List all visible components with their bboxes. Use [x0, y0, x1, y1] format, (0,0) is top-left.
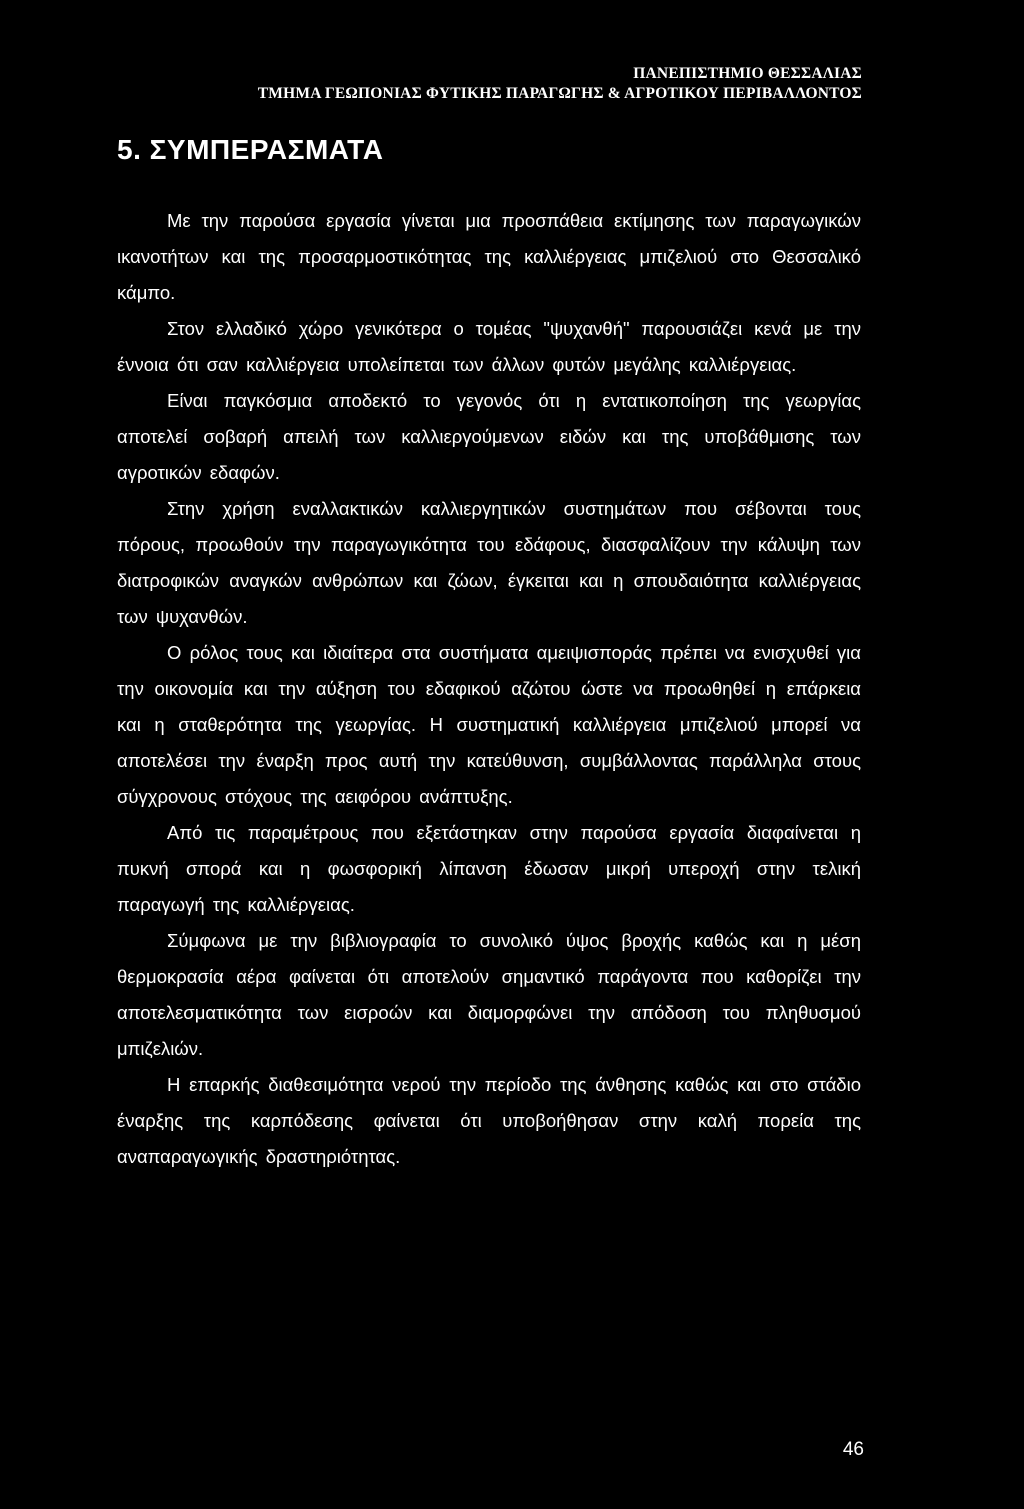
- paragraph: Είναι παγκόσμια αποδεκτό το γεγονός ότι η εντατικοποίηση της γεωργίας αποτελεί σοβαρή απειλή των καλλιεργούμενων ειδών και της υποβάθμισης των αγροτικών εδαφών.: [117, 390, 861, 483]
- paragraph: Στην χρήση εναλλακτικών καλλιεργητικών συστημάτων που σέβονται τους πόρους, προωθούν την παραγωγικότητα του εδάφους, διασφαλίζουν την κάλυψη των διατροφικών αναγκών ανθρώπων και ζώων, έγκειται και η σπουδαιότητα καλλιέργειας των ψυχανθών.: [117, 498, 861, 627]
- body-text: [117, 203, 861, 1175]
- paragraph: Η επαρκής διαθεσιμότητα νερού την περίοδο της άνθησης καθώς και στο στάδιο έναρξης της καρπόδεσης φαίνεται ότι υποβοήθησαν στην καλή πορεία της αναπαραγωγικής δραστηριότητας.: [117, 1074, 861, 1167]
- page-header: [100, 64, 862, 104]
- page-number: 46: [842, 1439, 864, 1460]
- paragraph: Με την παρούσα εργασία γίνεται μια προσπάθεια εκτίμησης των παραγωγικών ικανοτήτων και της προσαρμοστικότητας της καλλιέργειας μπιζελιού στο Θεσσαλικό κάμπο.: [117, 210, 861, 303]
- header-department: ΤΜΗΜΑ ΓΕΩΠΟΝΙΑΣ ΦΥΤΙΚΗΣ ΠΑΡΑΓΩΓΗΣ & ΑΓΡΟΤΙΚΟΥ ΠΕΡΙΒΑΛΛΟΝΤΟΣ: [257, 85, 862, 102]
- paragraph: Στον ελλαδικό χώρο γενικότερα ο τομέας "ψυχανθή" παρουσιάζει κενά με την έννοια ότι σαν καλλιέργεια υπολείπεται των άλλων φυτών μεγάλης καλλιέργειας.: [117, 318, 861, 375]
- header-university: ΠΑΝΕΠΙΣΤΗΜΙΟ ΘΕΣΣΑΛΙΑΣ: [633, 65, 862, 82]
- paragraph: Από τις παραμέτρους που εξετάστηκαν στην παρούσα εργασία διαφαίνεται η πυκνή σπορά και η φωσφορική λίπανση έδωσαν μικρή υπεροχή στην τελική παραγωγή της καλλιέργειας.: [117, 822, 861, 915]
- paragraph: Σύμφωνα με την βιβλιογραφία το συνολικό ύψος βροχής καθώς και η μέση θερμοκρασία αέρα φαίνεται ότι αποτελούν σημαντικό παράγοντα που καθορίζει την αποτελεσματικότητα των εισροών και διαμορφώνει την απόδοση του πληθυσμού μπιζελιών.: [117, 930, 861, 1059]
- paragraph: Ο ρόλος τους και ιδιαίτερα στα συστήματα αμειψισποράς πρέπει να ενισχυθεί για την οικονομία και την αύξηση του εδαφικού αζώτου ώστε να προωθηθεί η επάρκεια και η σταθερότητα της γεωργίας. Η συστηματική καλλιέργεια μπιζελιού μπορεί να αποτελέσει την έναρξη προς αυτή την κατεύθυνση, συμβάλλοντας παράλληλα στους σύγχρονους στόχους της αειφόρου ανάπτυξης.: [117, 642, 861, 807]
- section-title: 5. ΣΥΜΠΕΡΑΣΜΑΤΑ: [117, 134, 384, 165]
